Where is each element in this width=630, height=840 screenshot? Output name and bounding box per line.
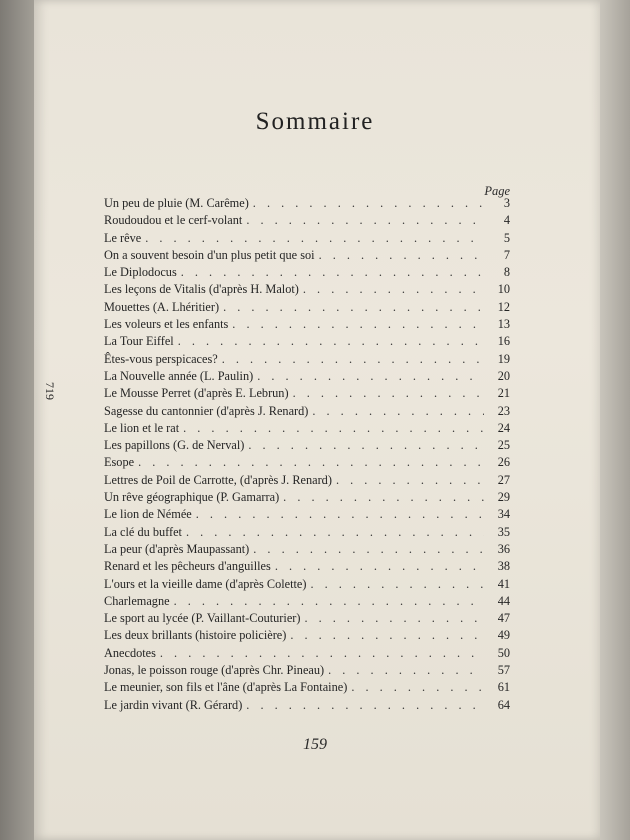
- toc-entry-title: Le rêve: [104, 230, 142, 245]
- toc-entry-title: Jonas, le poisson rouge (d'après Chr. Pineau): [104, 663, 325, 678]
- toc-leader-dots: [290, 628, 484, 643]
- toc-entry-title: Le lion de Némée: [104, 507, 192, 522]
- toc-entry-page: 10: [497, 282, 510, 297]
- toc-leader-dots: [293, 386, 484, 401]
- toc-entry: [104, 231, 510, 248]
- toc-entry-page: 3: [503, 196, 510, 210]
- toc-leader-dots: [145, 231, 484, 246]
- toc-leader-dots: [222, 352, 484, 367]
- page-title: Sommaire: [255, 108, 375, 135]
- toc-leader-dots: [246, 213, 484, 228]
- toc-entry-title: Les deux brillants (histoire policière): [104, 628, 287, 643]
- toc-entry: [104, 196, 510, 213]
- toc-entry: [104, 680, 510, 697]
- toc-entry: [104, 404, 510, 421]
- toc-entry-title: Esope: [104, 455, 135, 470]
- toc-entry-page: 29: [497, 490, 510, 505]
- toc-entry-page: 13: [497, 317, 510, 332]
- toc-entry: [104, 421, 510, 438]
- toc-entry: [104, 438, 510, 455]
- toc-entry-title: Êtes-vous perspicaces?: [104, 351, 218, 366]
- toc-entry: [104, 282, 510, 299]
- toc-entry: [104, 507, 510, 524]
- toc-entry-title: La peur (d'après Maupassant): [104, 541, 250, 556]
- toc-entry-page: 34: [497, 507, 510, 522]
- toc-entry: [104, 577, 510, 594]
- toc-entry-page: 20: [497, 368, 510, 383]
- toc-entry: [104, 369, 510, 386]
- toc-entry: [104, 352, 510, 369]
- toc-entry-title: Les leçons de Vitalis (d'après H. Malot): [104, 282, 299, 297]
- toc-entry-page: 36: [497, 541, 510, 556]
- toc-entry-title: Sagesse du cantonnier (d'après J. Renard): [104, 403, 309, 418]
- toc-entry: [104, 525, 510, 542]
- toc-entry-page: 16: [497, 334, 510, 349]
- toc-entry: [104, 559, 510, 576]
- toc-entry-title: On a souvent besoin d'un plus petit que soi: [104, 247, 315, 262]
- toc-entry-page: 27: [497, 472, 510, 487]
- toc-entry-title: Roudoudou et le cerf-volant: [104, 213, 243, 228]
- toc-entry: [104, 698, 510, 715]
- toc-entry: [104, 646, 510, 663]
- toc-leader-dots: [275, 559, 484, 574]
- toc-entry: [104, 265, 510, 282]
- toc-entry-page: 35: [497, 524, 510, 539]
- toc-entry-title: Les voleurs et les enfants: [104, 317, 229, 332]
- toc-leader-dots: [319, 248, 484, 263]
- toc-entry: [104, 628, 510, 645]
- toc-entry-page: 5: [503, 230, 510, 245]
- toc-entry: [104, 611, 510, 628]
- toc-entry-title: La Tour Eiffel: [104, 334, 174, 349]
- toc-entry-page: 49: [497, 628, 510, 643]
- toc-entry: [104, 386, 510, 403]
- toc-entry: [104, 455, 510, 472]
- toc-entry-title: Le jardin vivant (R. Gérard): [104, 697, 243, 712]
- toc-entry-page: 21: [497, 386, 510, 401]
- toc-leader-dots: [174, 594, 484, 609]
- toc-entry-title: Le meunier, son fils et l'âne (d'après La Fontaine): [104, 680, 348, 695]
- toc-entry: [104, 248, 510, 265]
- toc-entry-title: Les papillons (G. de Nerval): [104, 438, 245, 453]
- toc-leader-dots: [303, 282, 484, 297]
- toc-entry-title: Charlemagne: [104, 593, 170, 608]
- toc-leader-dots: [351, 680, 484, 695]
- toc-entry-page: 61: [497, 680, 510, 695]
- toc-entry-title: Le sport au lycée (P. Vaillant-Couturier): [104, 611, 301, 626]
- toc-leader-dots: [312, 404, 484, 419]
- toc-entry: [104, 594, 510, 611]
- toc-entry: [104, 490, 510, 507]
- toc-entry-page: 50: [497, 645, 510, 660]
- toc-entry: [104, 213, 510, 230]
- toc-entry: [104, 542, 510, 559]
- toc-entry-title: Un rêve géographique (P. Gamarra): [104, 490, 280, 505]
- toc-entry-title: Mouettes (A. Lhéritier): [104, 299, 220, 314]
- toc-leader-dots: [310, 577, 484, 592]
- toc-entry-page: 38: [497, 559, 510, 574]
- toc-entry-title: Le Diplodocus: [104, 265, 177, 280]
- toc-leader-dots: [253, 196, 484, 211]
- toc-entry: [104, 317, 510, 334]
- toc-entry-page: 47: [497, 611, 510, 626]
- toc-leader-dots: [328, 663, 484, 678]
- toc-leader-dots: [186, 525, 484, 540]
- toc-leader-dots: [248, 438, 484, 453]
- toc-entry-title: La Nouvelle année (L. Paulin): [104, 368, 254, 383]
- page-folio: 159: [303, 736, 327, 753]
- toc-leader-dots: [138, 455, 484, 470]
- toc-leader-dots: [304, 611, 484, 626]
- toc-entry-page: 44: [497, 593, 510, 608]
- toc-entry-title: Le lion et le rat: [104, 420, 180, 435]
- toc-leader-dots: [283, 490, 484, 505]
- toc-entry: [104, 473, 510, 490]
- toc-leader-dots: [223, 300, 484, 315]
- toc-leader-dots: [246, 698, 484, 713]
- toc-entry-page: 19: [497, 351, 510, 366]
- toc-entry-page: 24: [497, 420, 510, 435]
- toc-entry-page: 8: [503, 265, 510, 280]
- toc-entry-page: 57: [497, 663, 510, 678]
- toc-leader-dots: [181, 265, 484, 280]
- toc-leader-dots: [232, 317, 484, 332]
- toc-entry-title: Le Mousse Perret (d'après E. Lebrun): [104, 386, 289, 401]
- toc-leader-dots: [183, 421, 484, 436]
- toc-entry: [104, 300, 510, 317]
- toc-entry-page: 12: [497, 299, 510, 314]
- toc-entry-page: 23: [497, 403, 510, 418]
- toc-leader-dots: [336, 473, 484, 488]
- toc-entry-page: 64: [497, 697, 510, 712]
- toc-leader-dots: [160, 646, 484, 661]
- side-number: 719: [43, 382, 57, 400]
- toc-entry-title: Anecdotes: [104, 645, 156, 660]
- toc-leader-dots: [178, 334, 484, 349]
- toc-leader-dots: [257, 369, 484, 384]
- toc-entry-title: La clé du buffet: [104, 524, 182, 539]
- toc-entry-page: 4: [503, 213, 510, 228]
- toc-entry-page: 7: [503, 247, 510, 262]
- toc-leader-dots: [253, 542, 484, 557]
- toc-leader-dots: [196, 507, 484, 522]
- toc-entry-title: L'ours et la vieille dame (d'après Colette): [104, 576, 307, 591]
- toc-entry: [104, 663, 510, 680]
- toc-entry-page: 41: [497, 576, 510, 591]
- toc-entry-title: Lettres de Poil de Carrotte, (d'après J. Renard): [104, 472, 332, 487]
- toc-entry-title: Un peu de pluie (M. Carême): [104, 196, 249, 210]
- toc-entry-title: Renard et les pêcheurs d'anguilles: [104, 559, 271, 574]
- toc-entry: [104, 334, 510, 351]
- toc-entry-page: 25: [497, 438, 510, 453]
- page-column-header: Page: [484, 184, 510, 198]
- toc-entry-page: 26: [497, 455, 510, 470]
- table-of-contents: [104, 196, 510, 715]
